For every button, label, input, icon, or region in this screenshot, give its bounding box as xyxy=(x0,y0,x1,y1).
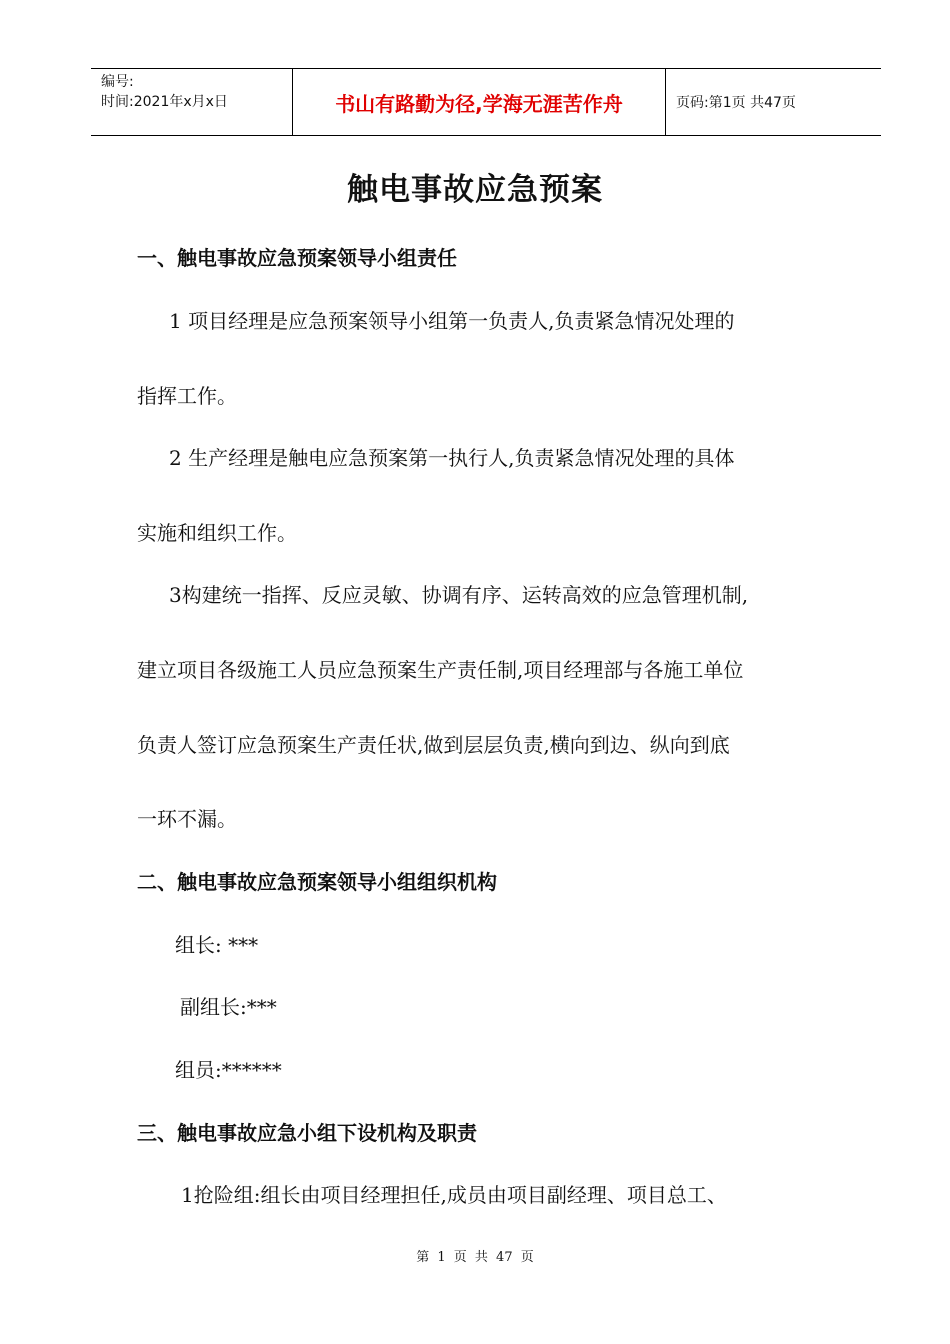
paragraph-line: 3构建统一指挥、反应灵敏、协调有序、运转高效的应急管理机制, xyxy=(169,583,749,607)
document-title: 触电事故应急预案 xyxy=(347,172,603,208)
header-meta xyxy=(91,69,293,135)
paragraph-line: 2 生产经理是触电应急预案第一执行人,负责紧急情况处理的具体 xyxy=(169,446,735,470)
paragraph-line: 一环不漏。 xyxy=(137,807,237,831)
document-number-label: 编号: xyxy=(101,74,134,90)
header-motto: 书山有路勤为径,学海无涯苦作舟 xyxy=(293,69,666,135)
paragraph-line: 1 项目经理是应急预案领导小组第一负责人,负责紧急情况处理的 xyxy=(169,309,735,333)
paragraph-line: 实施和组织工作。 xyxy=(137,521,297,545)
section-heading-3: 三、触电事故应急小组下设机构及职责 xyxy=(137,1121,477,1145)
deputy-leader-line: 副组长:*** xyxy=(180,995,277,1019)
header-page-code: 页码:第1页 共47页 xyxy=(676,95,796,111)
section-heading-2: 二、触电事故应急预案领导小组组织机构 xyxy=(137,870,497,894)
page-footer: 第 1 页 共 47 页 xyxy=(416,1250,534,1265)
paragraph-line: 负责人签订应急预案生产责任状,做到层层负责,横向到边、纵向到底 xyxy=(137,733,730,757)
members-line: 组员:****** xyxy=(175,1058,282,1082)
page-header xyxy=(91,68,881,136)
paragraph-line: 指挥工作。 xyxy=(137,384,237,408)
section-heading-1: 一、触电事故应急预案领导小组责任 xyxy=(137,246,457,270)
paragraph-line: 1抢险组:组长由项目经理担任,成员由项目副经理、项目总工、 xyxy=(181,1183,727,1207)
document-time-label: 时间:2021年x月x日 xyxy=(101,94,228,110)
group-leader-line: 组长: *** xyxy=(175,933,259,957)
paragraph-line: 建立项目各级施工人员应急预案生产责任制,项目经理部与各施工单位 xyxy=(137,658,744,682)
